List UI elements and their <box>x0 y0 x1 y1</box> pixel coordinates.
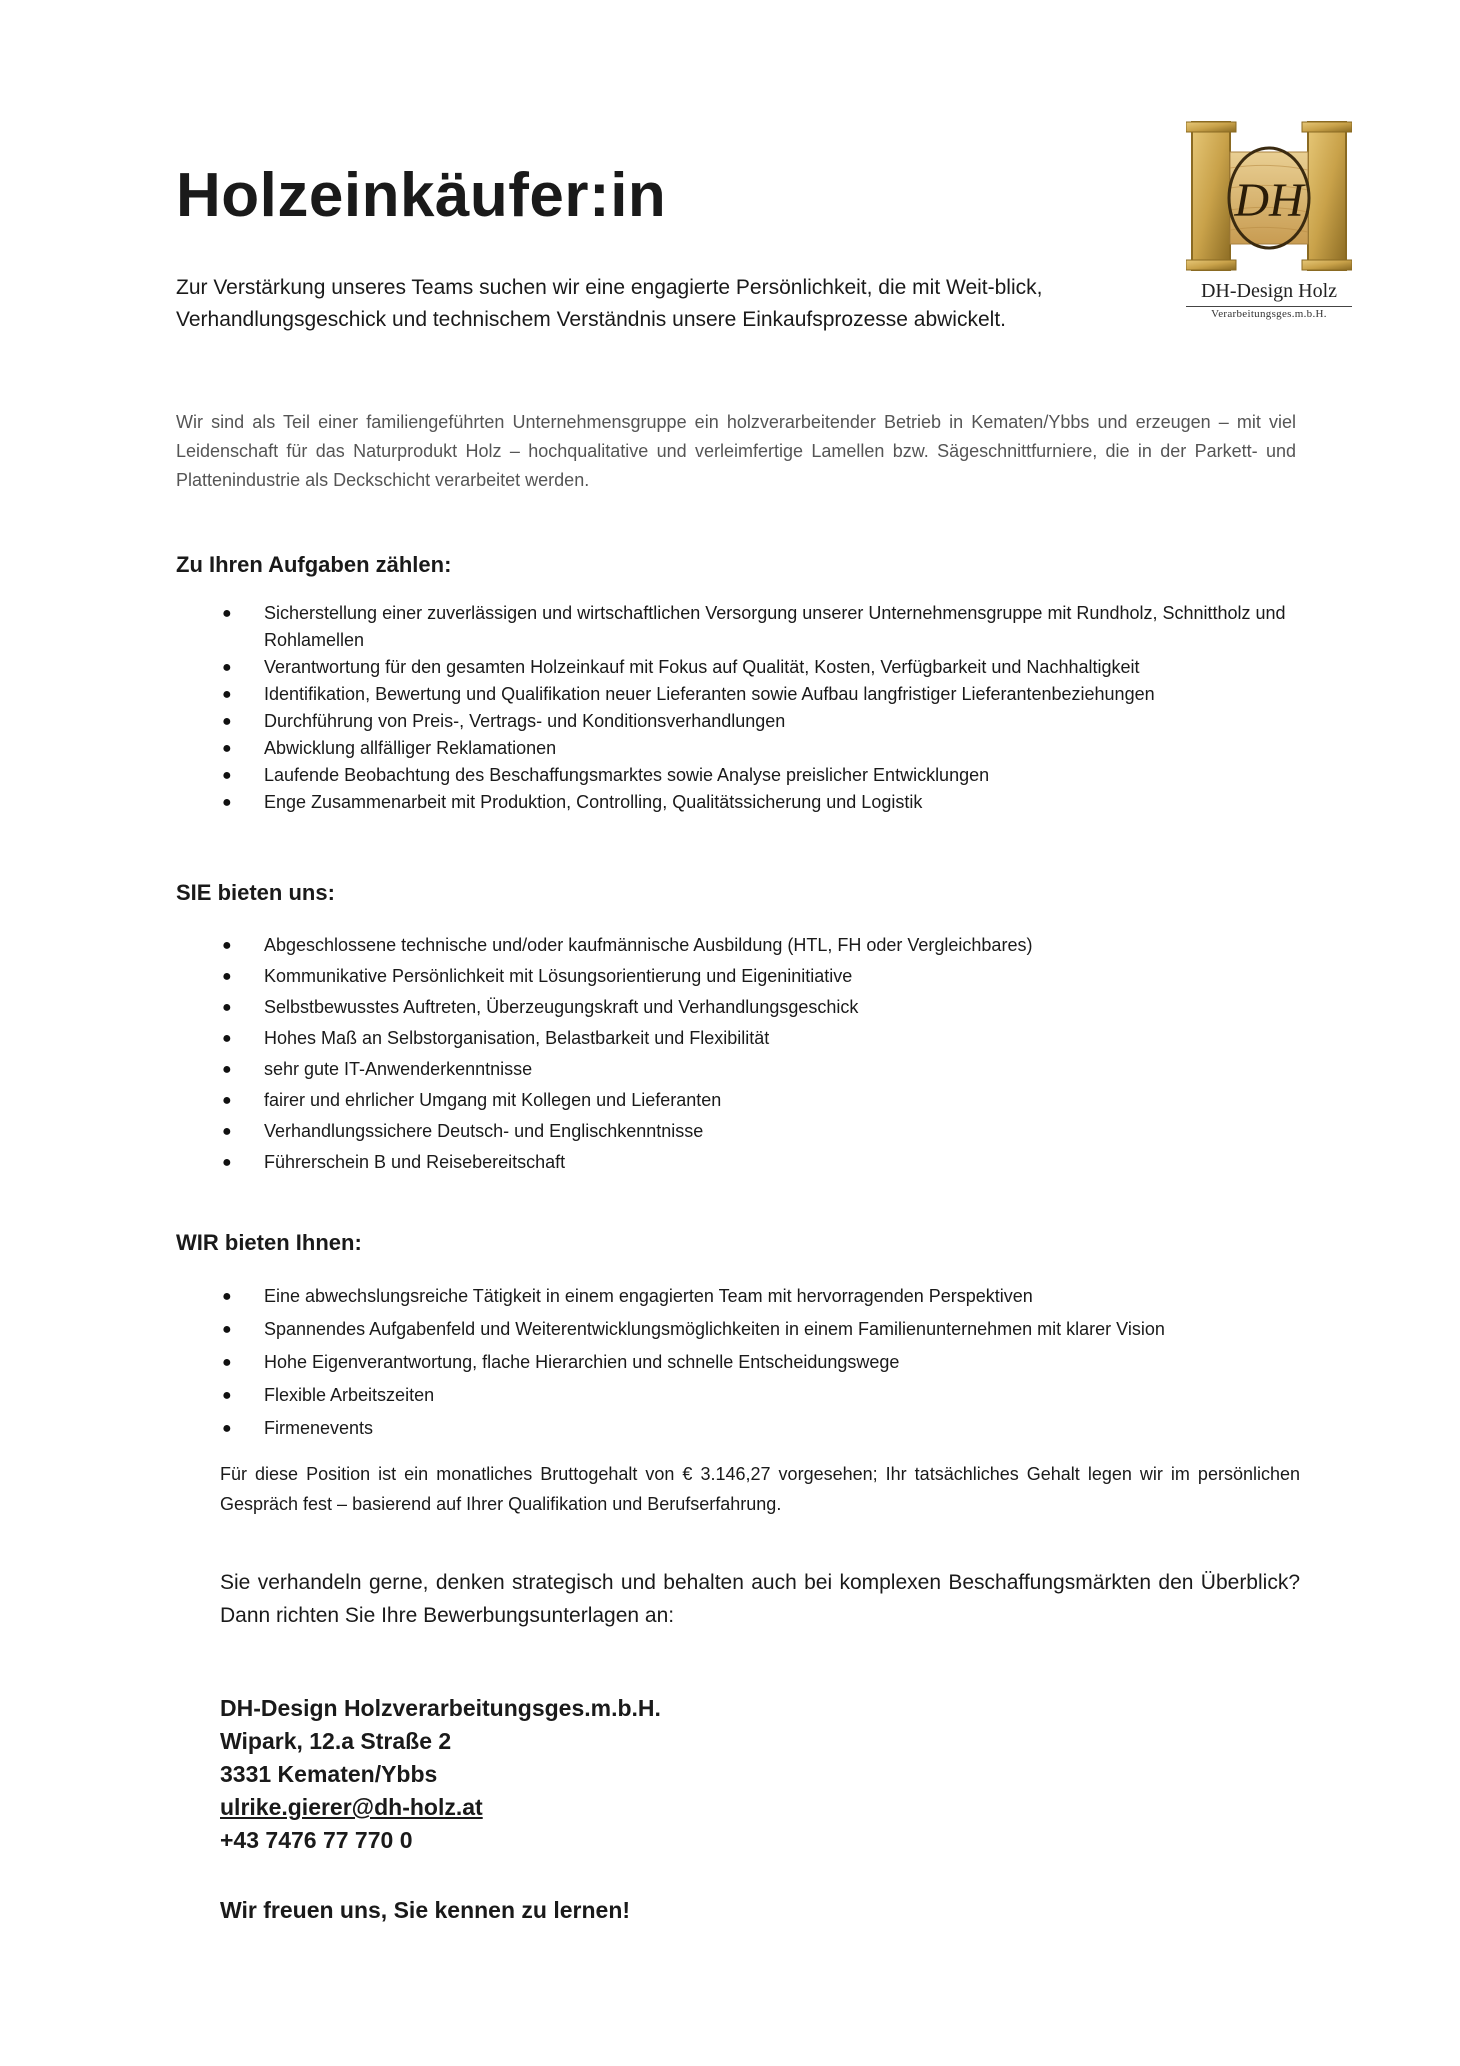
bullet-icon: ● <box>222 659 232 676</box>
bullet-icon: ● <box>222 767 232 784</box>
bullet-icon: ● <box>222 1061 232 1078</box>
requirement-item <box>220 1054 1300 1085</box>
benefit-item <box>220 1412 1300 1445</box>
bullet-icon: ● <box>222 1420 232 1437</box>
bullet-icon: ● <box>222 1123 232 1140</box>
requirement-item <box>220 1147 1300 1178</box>
tasks-list <box>220 600 1300 816</box>
closing-paragraph: Sie verhandeln gerne, denken strategisch und behalten auch bei komplexen Beschaffungsmärkten den Überblick? Dann richten Sie Ihre Bewerbungsunterlagen an: <box>220 1571 1300 1627</box>
section-heading-benefits: WIR bieten Ihnen: <box>176 1230 362 1255</box>
bullet-icon: ● <box>222 968 232 985</box>
task-item <box>220 735 1300 762</box>
bullet-icon: ● <box>222 1387 232 1404</box>
task-item <box>220 762 1300 789</box>
bullet-icon: ● <box>222 713 232 730</box>
requirement-item <box>220 1116 1300 1147</box>
task-item <box>220 654 1300 681</box>
contact-company: DH-Design Holzverarbeitungsges.m.b.H. <box>220 1695 661 1721</box>
list-item-text: Selbstbewusstes Auftreten, Überzeugungskraft und Verhandlungsgeschick <box>264 997 859 1017</box>
benefit-item <box>220 1280 1300 1313</box>
contact-email-link[interactable]: ulrike.gierer@dh-holz.at <box>220 1794 483 1820</box>
benefit-item <box>220 1313 1300 1346</box>
list-item-text: Firmenevents <box>264 1418 374 1438</box>
requirement-item <box>220 1085 1300 1116</box>
list-item-text: sehr gute IT-Anwenderkenntnisse <box>264 1059 533 1079</box>
list-item-text: Eine abwechslungsreiche Tätigkeit in einem engagierten Team mit hervorragenden Perspektiven <box>264 1286 1033 1306</box>
logo-company-name: DH-Design Holz <box>1200 280 1338 302</box>
list-item-text: Abgeschlossene technische und/oder kaufmännische Ausbildung (HTL, FH oder Vergleichbares) <box>264 935 1033 955</box>
bullet-icon: ● <box>222 605 232 622</box>
list-item-text: Enge Zusammenarbeit mit Produktion, Controlling, Qualitätssicherung und Logistik <box>264 792 923 812</box>
section-heading-tasks: Zu Ihren Aufgaben zählen: <box>176 552 452 577</box>
list-item-text: Führerschein B und Reisebereitschaft <box>264 1152 566 1172</box>
bullet-icon: ● <box>222 740 232 757</box>
bullet-icon: ● <box>222 794 232 811</box>
list-item-text: Hohes Maß an Selbstorganisation, Belastbarkeit und Flexibilität <box>264 1028 770 1048</box>
bullet-icon: ● <box>222 1154 232 1171</box>
salary-paragraph: Für diese Position ist ein monatliches Bruttogehalt von € 3.146,27 vorgesehen; Ihr tatsächliches Gehalt legen wir im persönlichen Gespräch fest – basierend auf Ihrer Qualifikation und Berufserfahrung. <box>220 1464 1300 1514</box>
bullet-icon: ● <box>222 1092 232 1109</box>
task-item <box>220 681 1300 708</box>
company-description: Wir sind als Teil einer familiengeführten Unternehmensgruppe ein holzverarbeitender Betrieb in Kematen/Ybbs und erzeugen – mit viel Leidenschaft für das Naturprodukt Holz – hochqualitative und verleimfertige Lamellen bzw. Sägeschnittfurniere, die in der Parkett- und Plattenindustrie als Deckschicht verarbeitet werden. <box>176 412 1296 490</box>
contact-street: Wipark, 12.a Straße 2 <box>220 1728 452 1754</box>
benefit-item <box>220 1346 1300 1379</box>
contact-city: 3331 Kematen/Ybbs <box>220 1761 438 1787</box>
list-item-text: Flexible Arbeitszeiten <box>264 1385 435 1405</box>
bullet-icon: ● <box>222 1354 232 1371</box>
bullet-icon: ● <box>222 1288 232 1305</box>
contact-phone: +43 7476 77 770 0 <box>220 1827 413 1853</box>
list-item-text: Durchführung von Preis-, Vertrags- und Konditionsverhandlungen <box>264 711 786 731</box>
list-item-text: Kommunikative Persönlichkeit mit Lösungsorientierung und Eigeninitiative <box>264 966 853 986</box>
logo-monogram: DH <box>1234 174 1304 227</box>
task-item <box>220 789 1300 816</box>
bullet-icon: ● <box>222 1030 232 1047</box>
list-item-text: Spannendes Aufgabenfeld und Weiterentwicklungsmöglichkeiten in einem Familienunternehmen mit klarer Vision <box>264 1319 1165 1339</box>
page-title: Holzeinkäufer:in <box>176 161 667 230</box>
list-item-text: Verantwortung für den gesamten Holzeinkauf mit Fokus auf Qualität, Kosten, Verfügbarkeit und Nachhaltigkeit <box>264 657 1140 677</box>
intro-paragraph: Zur Verstärkung unseres Teams suchen wir eine engagierte Persönlichkeit, die mit Weit-blick, Verhandlungsgeschick und technischem Verständnis unsere Einkaufsprozesse abwickelt. <box>176 276 1043 331</box>
benefit-item <box>220 1379 1300 1412</box>
requirement-item <box>220 1023 1300 1054</box>
list-item-text: Sicherstellung einer zuverlässigen und wirtschaftlichen Versorgung unserer Unternehmensgruppe mit Rundholz, Schnittholz und Rohlamellen <box>264 603 1286 650</box>
farewell-text: Wir freuen uns, Sie kennen zu lernen! <box>220 1897 631 1923</box>
task-item <box>220 600 1300 654</box>
bullet-icon: ● <box>222 999 232 1016</box>
list-item-text: Hohe Eigenverantwortung, flache Hierarchien und schnelle Entscheidungswege <box>264 1352 900 1372</box>
requirement-item <box>220 992 1300 1023</box>
list-item-text: Laufende Beobachtung des Beschaffungsmarktes sowie Analyse preislicher Entwicklungen <box>264 765 990 785</box>
requirement-item <box>220 930 1300 961</box>
logo-company-subtitle: Verarbeitungsges.m.b.H. <box>1186 306 1352 320</box>
bullet-icon: ● <box>222 1321 232 1338</box>
section-heading-requirements: SIE bieten uns: <box>176 880 335 905</box>
list-item-text: fairer und ehrlicher Umgang mit Kollegen und Lieferanten <box>264 1090 722 1110</box>
requirement-item <box>220 961 1300 992</box>
benefits-list <box>220 1280 1300 1445</box>
list-item-text: Verhandlungssichere Deutsch- und Englischkenntnisse <box>264 1121 704 1141</box>
list-item-text: Abwicklung allfälliger Reklamationen <box>264 738 557 758</box>
bullet-icon: ● <box>222 937 232 954</box>
contact-address <box>220 1692 661 1857</box>
bullet-icon: ● <box>222 686 232 703</box>
requirements-list <box>220 930 1300 1178</box>
list-item-text: Identifikation, Bewertung und Qualifikation neuer Lieferanten sowie Aufbau langfristiger Lieferantenbeziehungen <box>264 684 1155 704</box>
task-item <box>220 708 1300 735</box>
